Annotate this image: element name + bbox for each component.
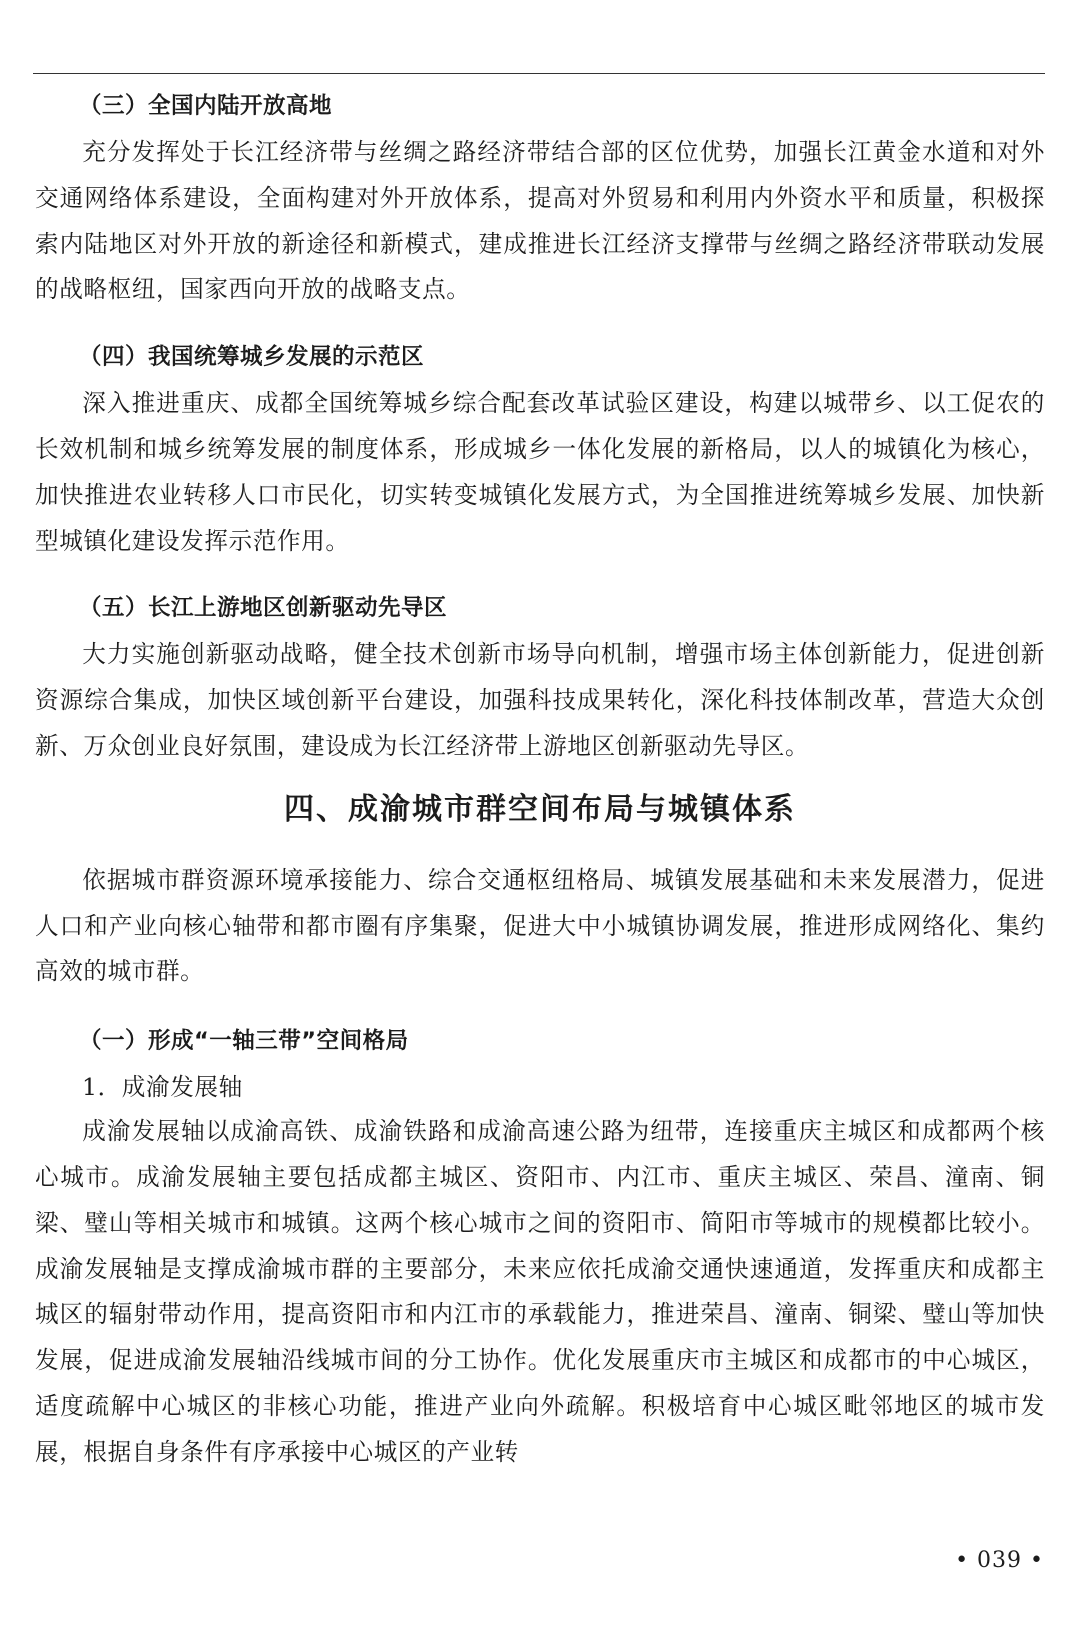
- section-paragraph-3: 充分发挥处于长江经济带与丝绸之路经济带结合部的区位优势，加强长江黄金水道和对外交通网络体系建设，全面构建对外开放体系，提高对外贸易和利用内外资水平和质量，积极探索内陆地区对外开放的新途径和新模式，建成推进长江经济支撑带与丝绸之路经济带联动发展的战略枢纽，国家西向开放的战略支点。: [35, 138, 1045, 304]
- numbered-item-paragraph: 成渝发展轴以成渝高铁、成渝铁路和成渝高速公路为纽带，连接重庆主城区和成都两个核心城市。成渝发展轴主要包括成都主城区、资阳市、内江市、重庆主城区、荣昌、潼南、铜梁、璧山等相关城市和城镇。这两个核心城市之间的资阳市、简阳市等城市的规模都比较小。成渝发展轴是支撑成渝城市群的主要部分，未来应依托成渝交通快速通道，发挥重庆和成都主城区的辐射带动作用，提高资阳市和内江市的承载能力，推进荣昌、潼南、铜梁、璧山等加快发展，促进成渝发展轴沿线城市间的分工协作。优化发展重庆市主城区和成都市的中心城区，适度疏解中心城区的非核心功能，推进产业向外疏解。积极培育中心城区毗邻地区的城市发展，根据自身条件有序承接中心城区的产业转: [35, 1117, 1045, 1466]
- section-heading-3: （三）全国内陆开放高地: [79, 93, 333, 119]
- section-heading-4: （四）我国统筹城乡发展的示范区: [79, 344, 425, 371]
- section-paragraph-5: 大力实施创新驱动战略，健全技术创新市场导向机制，增强市场主体创新能力，促进创新资源综合集成，加快区域创新平台建设，加强科技成果转化，深化科技体制改革，营造大众创新、万众创业良好氛围，建设成为长江经济带上游地区创新驱动先导区。: [35, 640, 1045, 760]
- header-rule: [33, 73, 1045, 74]
- section-heading-5: （五）长江上游地区创新驱动先导区: [79, 595, 448, 622]
- chapter-title: 四、成渝城市群空间布局与城镇体系: [284, 791, 796, 827]
- spacer: [35, 995, 1045, 1021]
- spacer: [35, 313, 1045, 337]
- chapter-intro-paragraph: 依据城市群资源环境承接能力、综合交通枢纽格局、城镇发展基础和未来发展潜力，促进人口和产业向核心轴带和都市圈有序集聚，促进大中小城镇协调发展，推进形成网络化、集约高效的城市群。: [35, 865, 1045, 986]
- page-number: • 039 •: [955, 1548, 1044, 1573]
- page-content: [35, 86, 1045, 1476]
- numbered-item-title: 1．成渝发展轴: [82, 1073, 243, 1102]
- section-paragraph-4: 深入推进重庆、成都全国统筹城乡综合配套改革试验区建设，构建以城带乡、以工促农的长效机制和城乡统筹发展的制度体系，形成城乡一体化发展的新格局，以人的城镇化为核心，加快推进农业转移人口市民化，切实转变城镇化发展方式，为全国推进统筹城乡发展、加快新型城镇化建设发挥示范作用。: [35, 389, 1045, 555]
- spacer: [35, 564, 1045, 588]
- subsection-heading-1: （一）形成“一轴三带”空间格局: [79, 1028, 409, 1055]
